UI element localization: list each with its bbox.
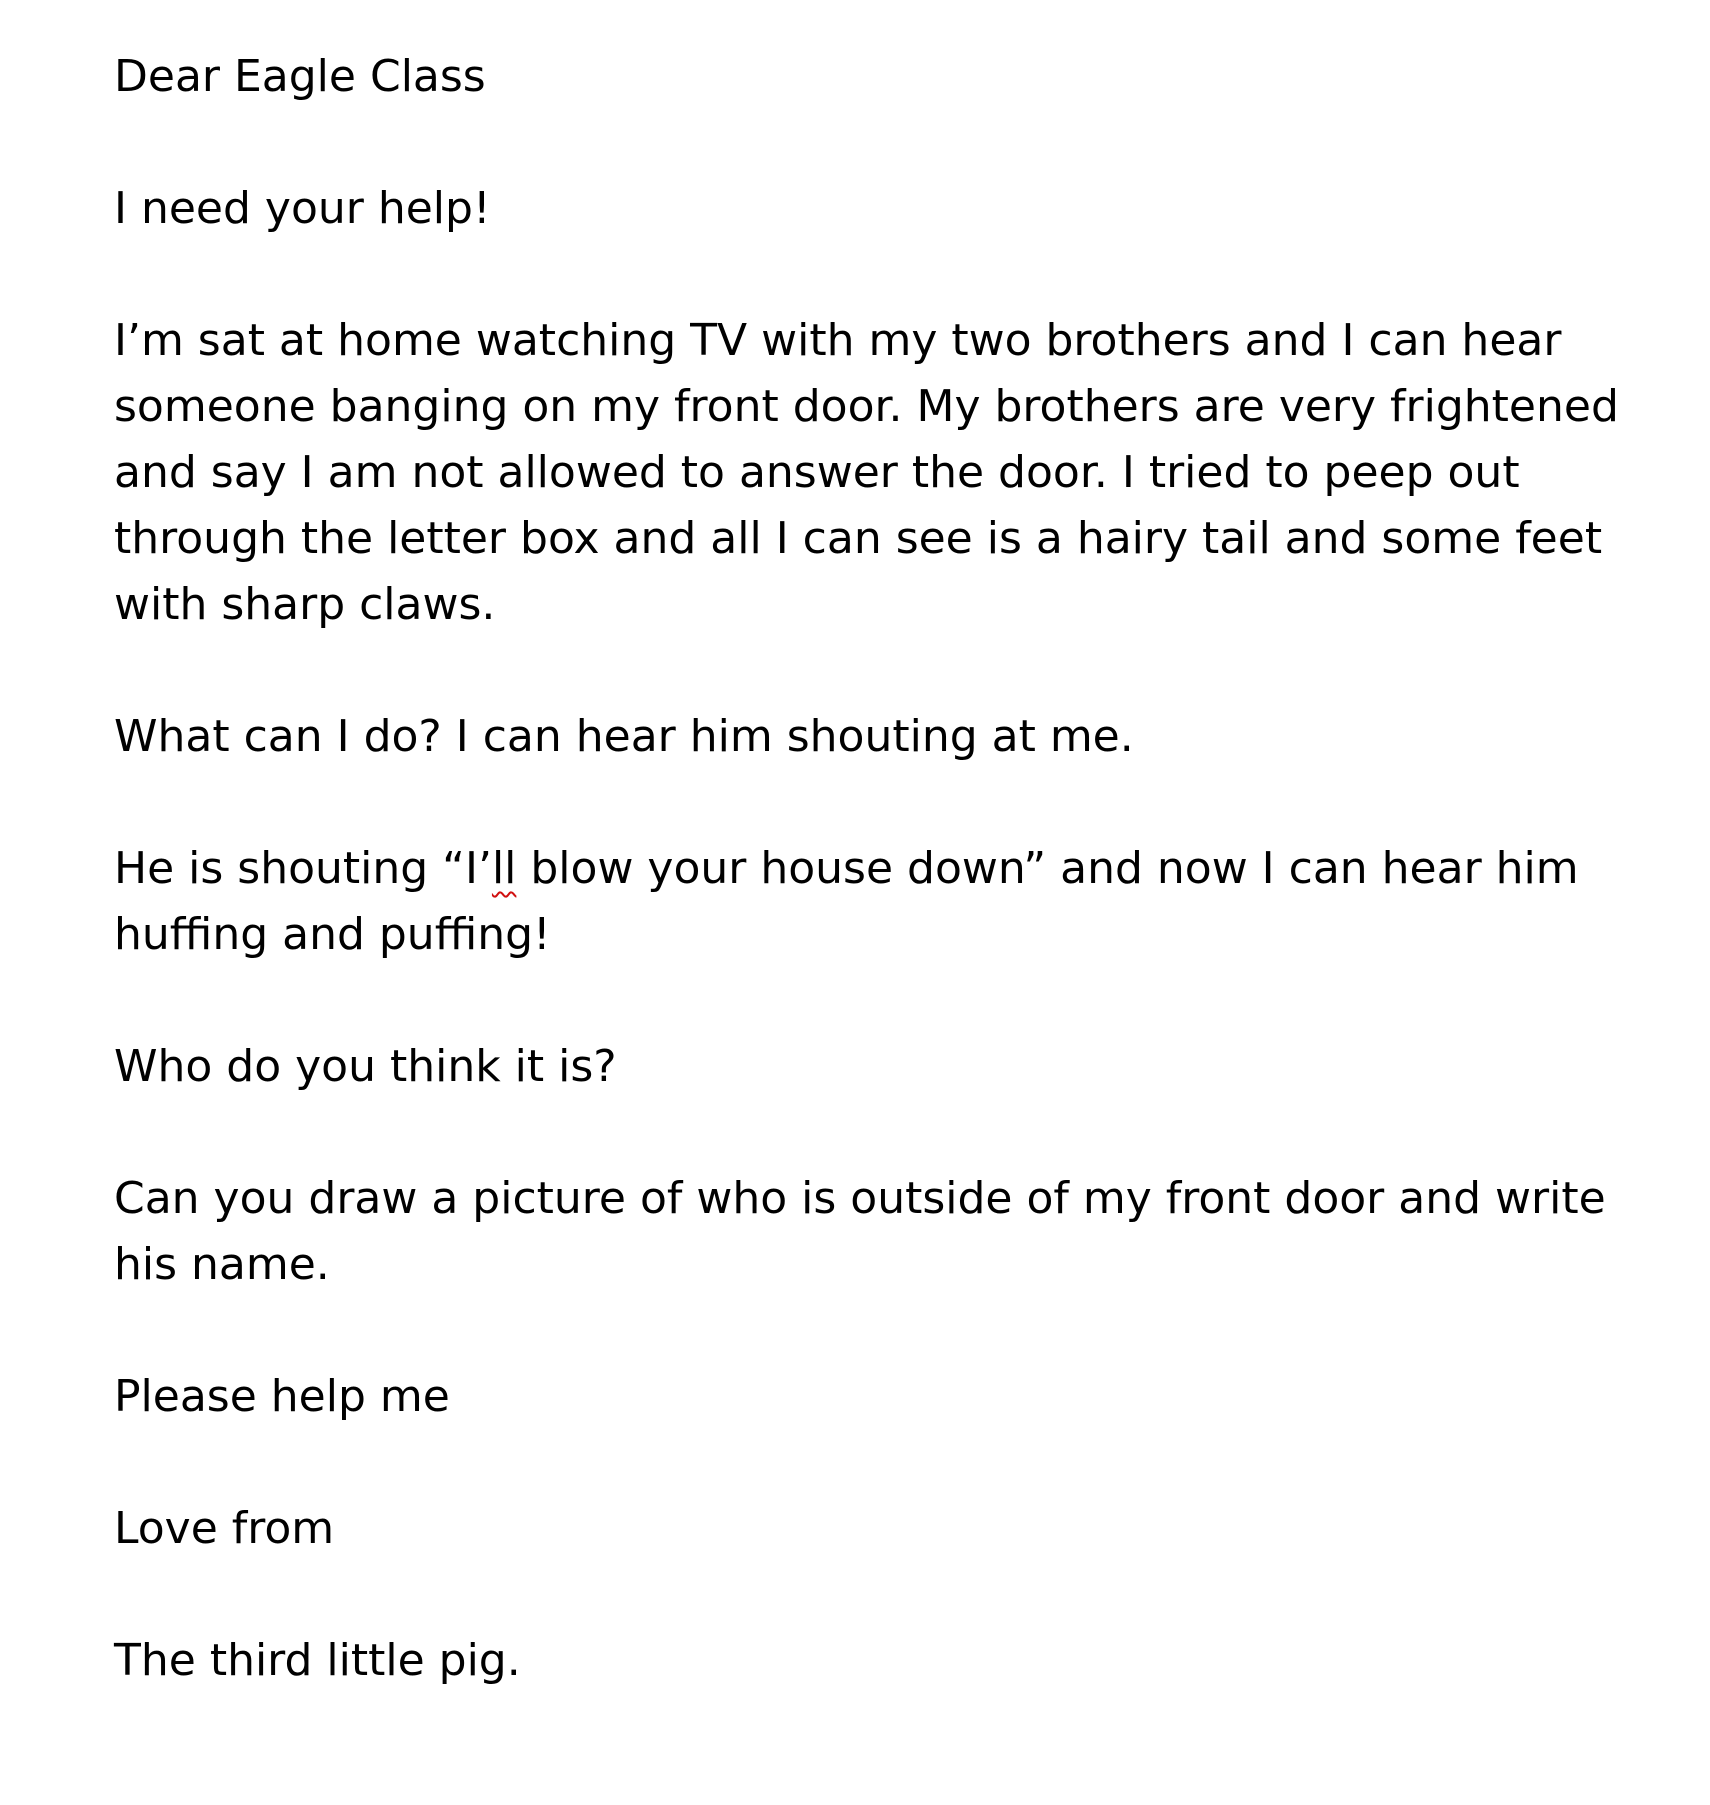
story-line: someone banging on my front door. My brothers are very frightened [114,381,1619,432]
greeting: Dear Eagle Class [114,51,486,102]
question-paragraph: What can I do? I can hear him shouting at me. [114,711,1134,762]
story-line: through the letter box and all I can see is a hairy tail and some feet [114,513,1603,564]
story-line: I’m sat at home watching TV with my two brothers and I can hear [114,315,1562,366]
shout-line [114,836,1674,902]
shout-text-after: blow your house down” and now I can hear him [516,843,1579,894]
request-paragraph [114,1166,1674,1298]
letter-body [114,44,1674,1760]
spellcheck-flagged-word: ll [491,843,517,894]
shout-line-2: huffing and puffing! [114,909,551,960]
closing-paragraph: Love from [114,1503,335,1554]
plea-paragraph: I need your help! [114,183,491,234]
shout-paragraph [114,836,1674,968]
request-line: his name. [114,1239,330,1290]
story-line: and say I am not allowed to answer the door. I tried to peep out [114,447,1520,498]
shout-text-before: He is shouting “I’ [114,843,492,894]
who-question-paragraph: Who do you think it is? [114,1041,617,1092]
request-line: Can you draw a picture of who is outside of my front door and write [114,1173,1606,1224]
story-line: with sharp claws. [114,579,496,630]
signature-paragraph: The third little pig. [114,1635,521,1686]
story-paragraph [114,308,1674,638]
please-paragraph: Please help me [114,1371,450,1422]
